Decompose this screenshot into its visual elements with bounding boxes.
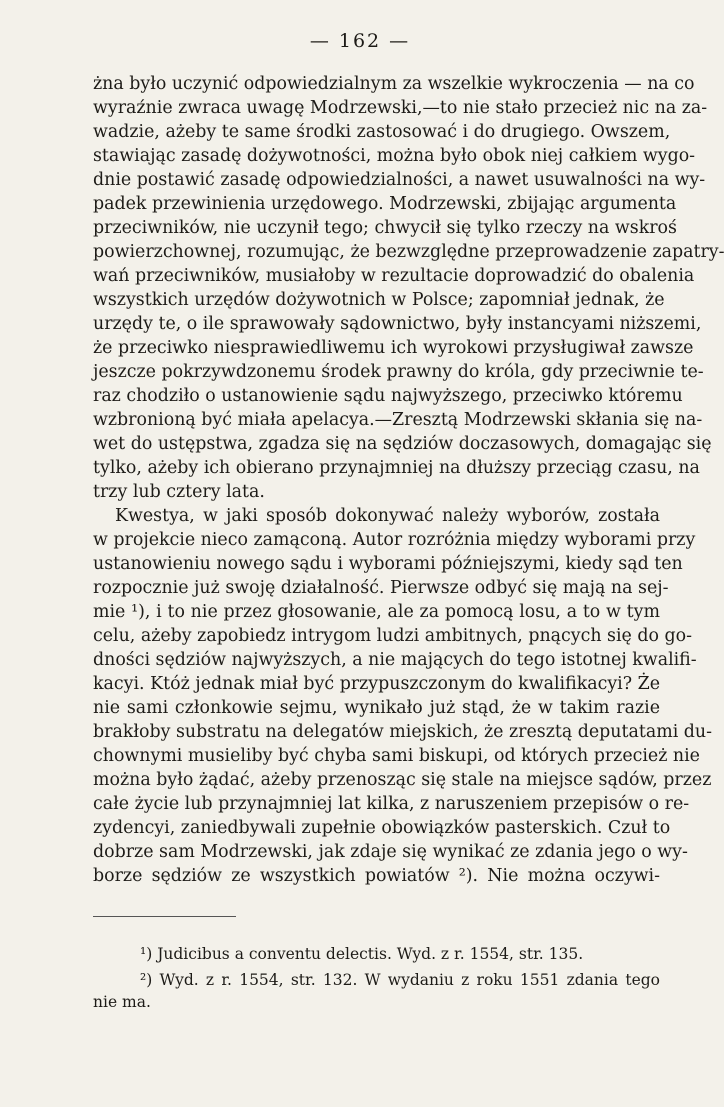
text-line: Kwestya, w jaki sposób dokonywać należy wyborów, została [115, 506, 660, 526]
footnote-divider [93, 916, 236, 917]
text-line: dobrze sam Modrzewski, jak zdaje się wynikać ze zdania jego o wy- [93, 842, 688, 862]
text-line: zydencyi, zaniedbywali zupełnie obowiązków pasterskich. Czuł to [93, 818, 671, 838]
text-line: rozpocznie już swoję działalność. Pierwsze odbyć się mają na sej- [93, 578, 669, 598]
text-line: stawiając zasadę dożywotności, można było obok niej całkiem wygo- [93, 146, 696, 166]
text-line: wań przeciwników, musiałoby w rezultacie doprowadzić do obalenia [93, 266, 695, 286]
text-line: powierzchownej, rozumując, że bezwzględne przeprowadzenie zapatry- [93, 242, 724, 262]
text-line: przeciwników, nie uczynił tego; chwycił się tylko rzeczy na wskroś [93, 218, 677, 238]
footnote-2-continuation: nie ma. [93, 993, 151, 1011]
text-line: że przeciwko niesprawiedliwemu ich wyrokowi przysługiwał zawsze [93, 338, 694, 358]
text-line: mie ¹), i to nie przez głosowanie, ale za pomocą losu, a to w tym [93, 602, 660, 622]
text-line: raz chodziło o ustanowienie sądu najwyższego, przeciwko któremu [93, 386, 683, 406]
text-line: wszystkich urzędów dożywotnich w Polsce; zapomniał jednak, że [93, 290, 665, 310]
text-line: wyraźnie zwraca uwagę Modrzewski,—to nie stało przecież nic na za- [93, 98, 708, 118]
text-line: borze sędziów ze wszystkich powiatów ²). Nie można oczywi- [93, 866, 660, 886]
text-line: jeszcze pokrzywdzonemu środek prawny do króla, gdy przeciwnie te- [93, 362, 704, 382]
text-line: wzbronioną być miała apelacya.—Zresztą Modrzewski skłania się na- [93, 410, 703, 430]
text-line: dności sędziów najwyższych, a nie mających do tego istotnej kwalifi- [93, 650, 697, 670]
text-line: całe życie lub przynajmniej lat kilka, z naruszeniem przepisów o re- [93, 794, 690, 814]
text-line: trzy lub cztery lata. [93, 482, 265, 502]
text-line: nie sami członkowie sejmu, wynikało już stąd, że w takim razie [93, 698, 660, 718]
text-line: w projekcie nieco zamąconą. Autor rozróżnia między wyborami przy [93, 530, 696, 550]
page-number: — 162 — [309, 30, 411, 52]
text-line: celu, ażeby zapobiedz intrygom ludzi ambitnych, pnących się do go- [93, 626, 692, 646]
text-line: dnie postawić zasadę odpowiedzialności, a nawet usuwalności na wy- [93, 170, 706, 190]
text-line: wet do ustępstwa, zgadza się na sędziów doczasowych, domagając się [93, 434, 712, 454]
text-line: ustanowieniu nowego sądu i wyborami późniejszymi, kiedy sąd ten [93, 554, 683, 574]
footnote-2: ²) Wyd. z r. 1554, str. 132. W wydaniu z roku 1551 zdania tego [140, 971, 660, 989]
text-line: urzędy te, o ile sprawowały sądownictwo, były instancyami niższemi, [93, 314, 702, 334]
text-line: żna było uczynić odpowiedzialnym za wszelkie wykroczenia — na co [93, 74, 695, 94]
text-line: można było żądać, ażeby przenosząc się stale na miejsce sądów, przez [93, 770, 712, 790]
text-line: tylko, ażeby ich obierano przynajmniej na dłuższy przeciąg czasu, na [93, 458, 700, 478]
text-line: wadzie, ażeby te same środki zastosować i do drugiego. Owszem, [93, 122, 671, 142]
text-line: padek przewinienia urzędowego. Modrzewski, zbijając argumenta [93, 194, 677, 214]
footnote-1: ¹) Judicibus a conventu delectis. Wyd. z r. 1554, str. 135. [140, 945, 584, 963]
text-line: kacyi. Któż jednak miał być przypuszczonym do kwalifikacyi? Że [93, 674, 660, 694]
text-line: brakłoby substratu na delegatów miejskich, że zresztą deputatami du- [93, 722, 712, 742]
text-line: chownymi musieliby być chyba sami biskupi, od których przecież nie [93, 746, 700, 766]
